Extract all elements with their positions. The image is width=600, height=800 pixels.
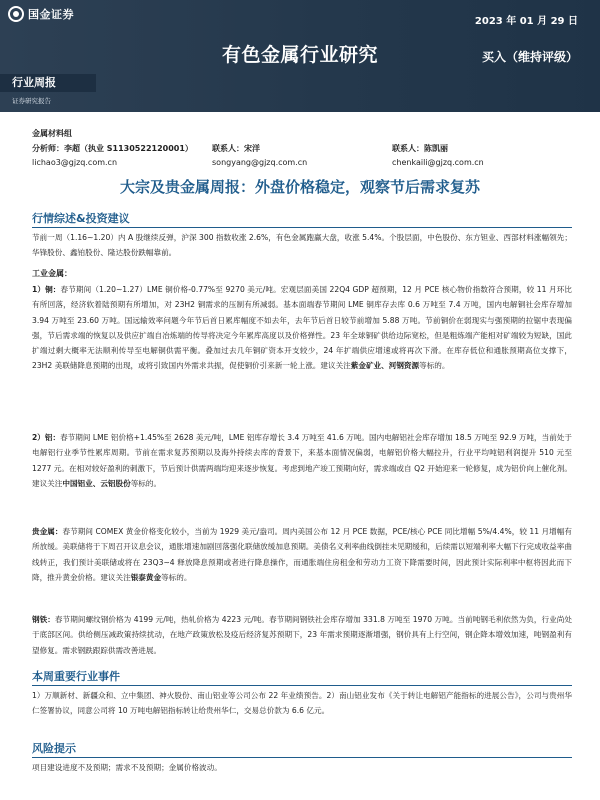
copper-highlight: 紫金矿业、河钢资源 — [350, 361, 420, 371]
rating-badge: 买入（维持评级） — [481, 50, 578, 64]
section-heading-summary: 行情综述&投资建议 — [32, 212, 130, 225]
events-paragraph: 1）万顺新材、新疆众和、立中集团、神火股份、南山铝业等公司公布 22 年业绩预告。2）南山铝业发布《关于转让电解铝产能指标的进展公告》，公司与贵州华仁签署协议，同意公司将 10 万吨电解铝指标转让给贵州华仁，交易总价款为 6.6 亿元。 — [32, 691, 572, 716]
report-date: 2023 年 01 月 29 日 — [474, 16, 578, 27]
contact-block — [212, 142, 307, 170]
steel-paragraph — [32, 612, 572, 658]
contact-email: songyang@gjzq.com.cn — [212, 158, 308, 167]
aluminum-tail: 等标的。 — [130, 478, 162, 488]
report-title: 有色金属行业研究 — [221, 44, 378, 66]
precious-highlight: 银泰黄金 — [130, 572, 162, 582]
steel-text: 春节期间螺纹钢价格为 4199 元/吨，热轧价格为 4223 元/吨。春节期间钢铁社会库存增加 331.8 万吨至 1970 万吨。当前吨钢毛利依然为负，行业尚处于底部区间。供给侧压减政策持续扰动，在地产政策放松及疫后经济复苏预期下，23 年需求预期逐渐增强，钢价具有上行空间，钢企降本增效加速，吨钢盈利有望修复。需求钢跌跟踪供需改善进展。 — [32, 615, 572, 655]
copper-lead: 1）铜： — [32, 285, 61, 294]
contact-name: 联系人：陈凯丽 — [392, 144, 448, 153]
analyst-email: lichao3@gjzq.com.cn — [32, 158, 118, 167]
section-divider — [32, 685, 572, 686]
main-title: 大宗及贵金属周报：外盘价格稳定，观察节后需求复苏 — [119, 178, 480, 196]
copper-paragraph — [32, 282, 572, 374]
section-divider — [32, 757, 572, 758]
precious-metals-paragraph — [32, 524, 572, 585]
contact-name: 联系人：宋洋 — [212, 144, 260, 153]
report-type-label: 行业周报 — [0, 74, 96, 92]
report-header — [0, 0, 600, 112]
section-heading-risk: 风险提示 — [32, 742, 76, 755]
logo-text: 国金证券 — [28, 8, 74, 21]
section-divider — [32, 227, 572, 228]
aluminum-text: 春节期间 LME 铝价格+1.45%至 2628 美元/吨，LME 铝库存增长 3.4 万吨至 41.6 万吨。国内电解铝社会库存增加 18.5 万吨至 92.9 万吨，当前处于电解铝行业季节性累库周期。节前在需求复苏预期以及海外持续去库的背景下，来基本面情况偏弱，电解铝价格大幅拉升，行业平均吨铝利润提升 510 元至 1277 元。在相对较好盈利的刺激下，节后预计供需两端均迎来逐步恢复。考虑到地产竣工预期向好，需求端或自 Q2 开始迎来一轮修复，成为铝价向上催化剂。建议关注 — [32, 433, 572, 488]
risk-paragraph: 项目建设进度不及预期；需求不及预期；金属价格波动。 — [32, 763, 222, 772]
aluminum-paragraph — [32, 430, 572, 491]
aluminum-lead: 2）铝： — [32, 433, 61, 442]
logo-icon — [8, 6, 24, 22]
copper-text: 春节期间（1.20~1.27）LME 铜价格-0.77%至 9270 美元/吨。宏观层面美国 22Q4 GDP 超预期，12 月 PCE 核心物价指数符合预期，较 11 月环比有所回落，经济软着陆预期有所增加，对 23H2 铜需求的压制有所减弱。基本面端春节期间 LME 铜库存去库 0.6 万吨至 7.4 万吨，国内电解铜社会库存增加 3.94 万吨至 23.60 万吨。国远输效率问题今年节后首日累库幅度不如去年，去年节后首日较节前增加 5.88 万吨。节前铜价在弱现实与强预期的拉锯中表现偏强，节后需求端的恢复以及供应扩端自冶炼端的传导将决定今年累库高度以及价格弹性。23 年全球铜矿供给边际宽松，但是粗炼端产能相对矿端较为短缺，国此扩端过剩大概率无法顺利传导至电解铜供需平衡。叠加过去几年铜矿资本开支较少，24 年扩端供应增速或将再次下滑。在库存低位和通胀预期高位支撑下，23H2 美联储降息预期的出现，或将引致国内外需求共振，促使铜价引来新一轮上涨。建议关注 — [32, 285, 572, 371]
summary-paragraph: 节前一周（1.16~1.20）内 A 股继续反弹，沪深 300 指数收涨 2.6%，有色金属跑赢大盘，收涨 5.4%。个股层面，中色股份、东方钽业、西部材料涨幅领先；华锋股份、鑫铂股份、隆达股份跌幅靠前。 — [32, 233, 572, 258]
copper-tail: 等标的。 — [419, 361, 450, 371]
aluminum-highlight: 中国铝业、云铝股份 — [62, 478, 131, 488]
contact-block — [392, 142, 484, 170]
precious-text: 春节期间 COMEX 黄金价格变化较小，当前为 1929 美元/盎司。周内美国公布 12 月 PCE 数据，PCE/核心 PCE 同比增幅 5%/4.4%，较 11 月增幅有所放缓。美联储将于下周召开议息会议，通胀增速加剧回落强化联储放缓加息预期。美债名义利率曲线倒挂未见期缓和，后续需以短端利率大幅下行完成收益率曲线转正，我们预计美联储或将在 23Q3~4 释放降息预期或者进行降息操作，而通胀端住房租金和劳动力工资下降需要时间，因此预计实际利率中枢将因此而下降，推升黄金价格。建议关注 — [32, 527, 572, 582]
company-logo — [8, 6, 74, 22]
section-heading-events: 本周重要行业事件 — [32, 670, 120, 683]
precious-tail: 等标的。 — [161, 572, 192, 582]
sector-label: 金属材料组 — [32, 129, 72, 138]
contact-email: chenkaili@gjzq.com.cn — [392, 158, 484, 167]
analyst-name: 分析师：李超（执业 S1130522120001） — [32, 144, 193, 153]
analyst-block — [32, 142, 193, 170]
steel-lead: 钢铁： — [32, 615, 55, 624]
industry-metals-heading: 工业金属： — [32, 269, 72, 278]
precious-lead: 贵金属： — [32, 527, 63, 536]
department-label: 证券研究报告 — [12, 97, 51, 105]
